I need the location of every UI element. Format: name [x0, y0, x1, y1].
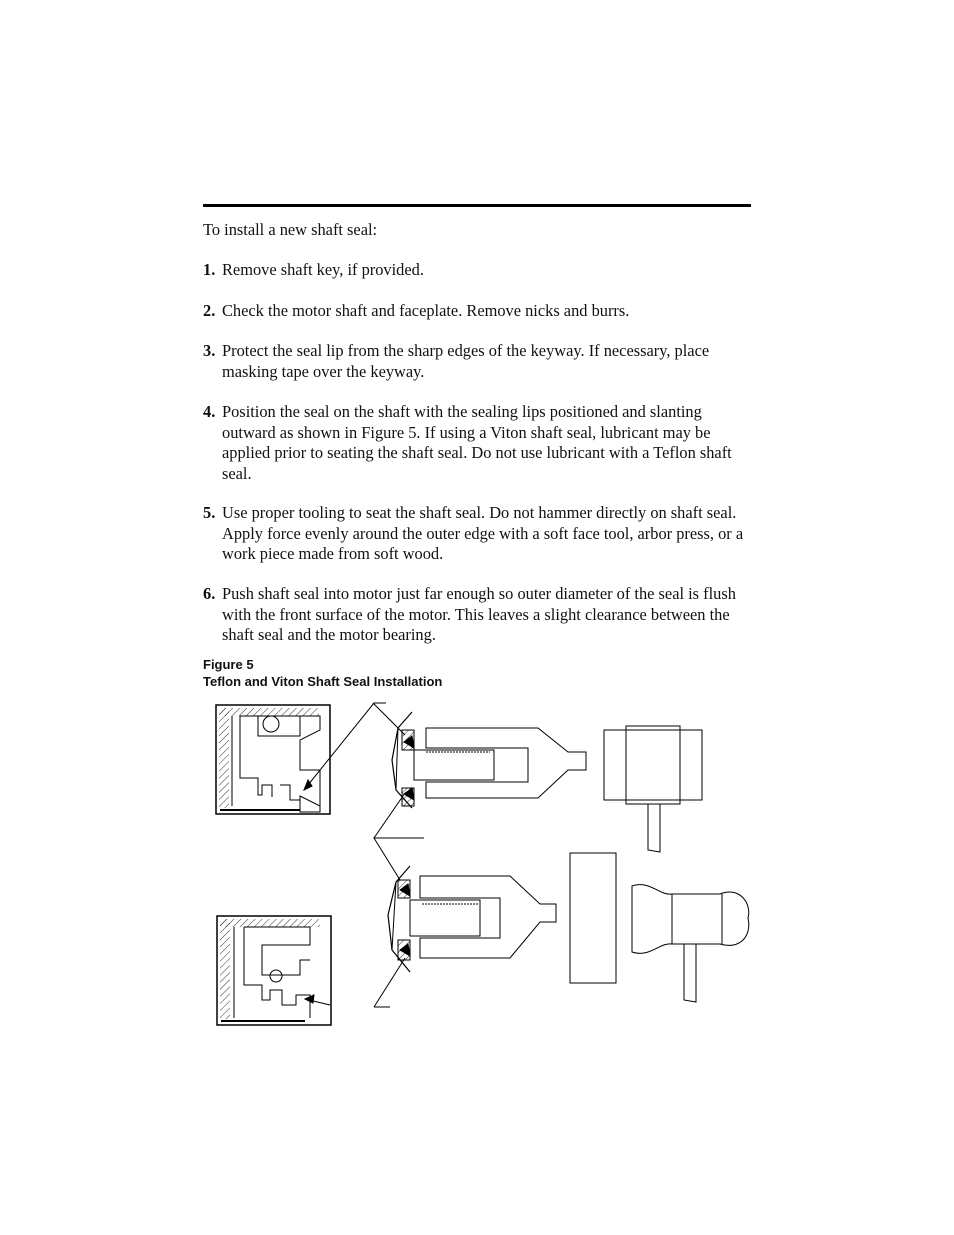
- seal-installation-diagram: [200, 696, 760, 1036]
- step-number: 2.: [203, 301, 216, 320]
- step-text: Position the seal on the shaft with the sealing lips positioned and slanting outward as shown in Figure 5. If using a Viton shaft seal, lubricant may be applied prior to seating the shaft seal. Do not use lubricant with a Teflon shaft seal.: [222, 402, 732, 483]
- step-5: [203, 503, 753, 565]
- figure-label: [203, 656, 442, 690]
- teflon-seal-detail: [216, 705, 330, 814]
- step-2: [203, 301, 753, 322]
- upper-assembly: [392, 712, 702, 852]
- step-text: Check the motor shaft and faceplate. Remove nicks and burrs.: [222, 301, 630, 320]
- step-number: 5.: [203, 503, 216, 522]
- intro-text: To install a new shaft seal:: [203, 220, 378, 239]
- step-number: 1.: [203, 260, 216, 279]
- figure-number: Figure 5: [203, 657, 254, 672]
- header-rule: [203, 204, 751, 207]
- step-number: 4.: [203, 402, 216, 421]
- step-6: [203, 584, 753, 646]
- step-text: Remove shaft key, if provided.: [222, 260, 424, 279]
- step-text: Use proper tooling to seat the shaft seal. Do not hammer directly on shaft seal. Apply force evenly around the outer edge with a soft face tool, arbor press, or a work piece made from soft wood.: [222, 503, 744, 563]
- viton-seal-detail: [217, 916, 331, 1025]
- step-4: [203, 402, 753, 484]
- step-text: Push shaft seal into motor just far enough so outer diameter of the seal is flush with the front surface of the motor. This leaves a slight clearance between the shaft seal and the motor bearing.: [222, 584, 736, 644]
- figure-caption: Teflon and Viton Shaft Seal Installation: [203, 674, 443, 689]
- lower-assembly: [388, 853, 749, 1002]
- step-text: Protect the seal lip from the sharp edges of the keyway. If necessary, place masking tape over the keyway.: [222, 341, 710, 381]
- step-number: 3.: [203, 341, 216, 360]
- step-3: [203, 341, 753, 382]
- step-number: 6.: [203, 584, 216, 603]
- step-1: [203, 260, 753, 281]
